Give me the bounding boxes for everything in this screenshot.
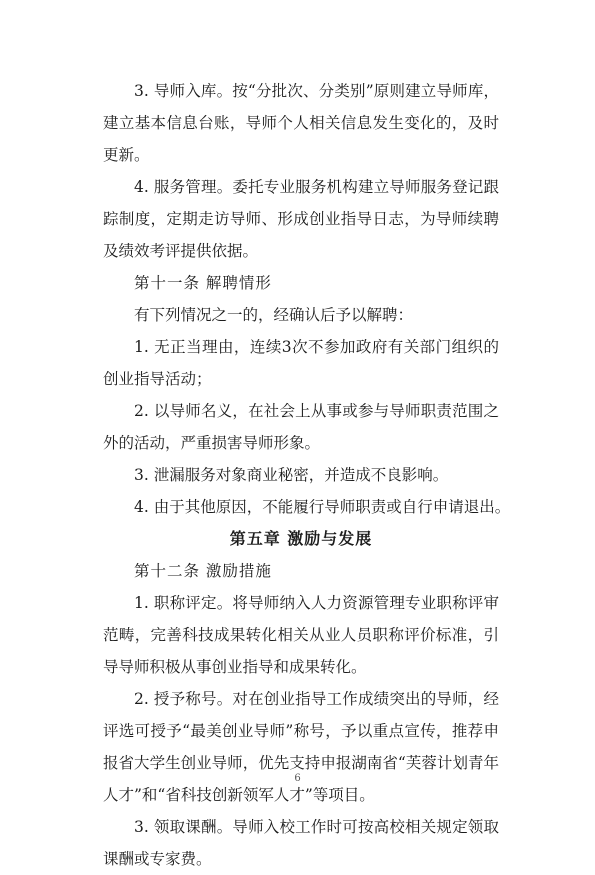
article-11-item-4: 4. 由于其他原因，不能履行导师职责或自行申请退出。	[134, 498, 511, 516]
paragraph-service-management: 4. 服务管理。委托专业服务机构建立导师服务登记跟踪制度，定期走访导师、形成创业指导日志，为导师续聘及绩效考评提供依据。	[103, 178, 499, 260]
article-12-heading: 第十二条 激励措施	[134, 562, 272, 580]
chapter-5-heading: 第五章 激励与发展	[229, 529, 373, 548]
paragraph-mentor-registration: 3. 导师入库。按“分批次、分类别”原则建立导师库，建立基本信息台账，导师个人相关信息发生变化的，及时更新。	[103, 82, 499, 164]
article-11-heading: 第十一条 解聘情形	[134, 274, 272, 292]
article-11-item-1: 1. 无正当理由，连续3次不参加政府有关部门组织的创业指导活动；	[103, 338, 499, 388]
article-11-item-3: 3. 泄漏服务对象商业秘密，并造成不良影响。	[134, 466, 449, 484]
page-number: 6	[294, 773, 301, 784]
article-11-intro: 有下列情况之一的，经确认后予以解聘：	[134, 306, 414, 324]
article-11-item-2: 2. 以导师名义，在社会上从事或参与导师职责范围之外的活动，严重损害导师形象。	[103, 402, 499, 452]
article-12-item-2: 2. 授予称号。对在创业指导工作成绩突出的导师，经评选可授予“最美创业导师”称号，予以重点宣传，推荐申报省大学生创业导师，优先支持申报湖南省“芙蓉计划青年人才”和“省科技创新领军人才”等项目。	[103, 690, 499, 804]
article-12-item-1: 1. 职称评定。将导师纳入人力资源管理专业职称评审范畴，完善科技成果转化相关从业人员职称评价标准，引导导师积极从事创业指导和成果转化。	[103, 594, 499, 676]
article-12-item-3: 3. 领取课酬。导师入校工作时可按高校相关规定领取课酬或专家费。	[103, 818, 499, 868]
